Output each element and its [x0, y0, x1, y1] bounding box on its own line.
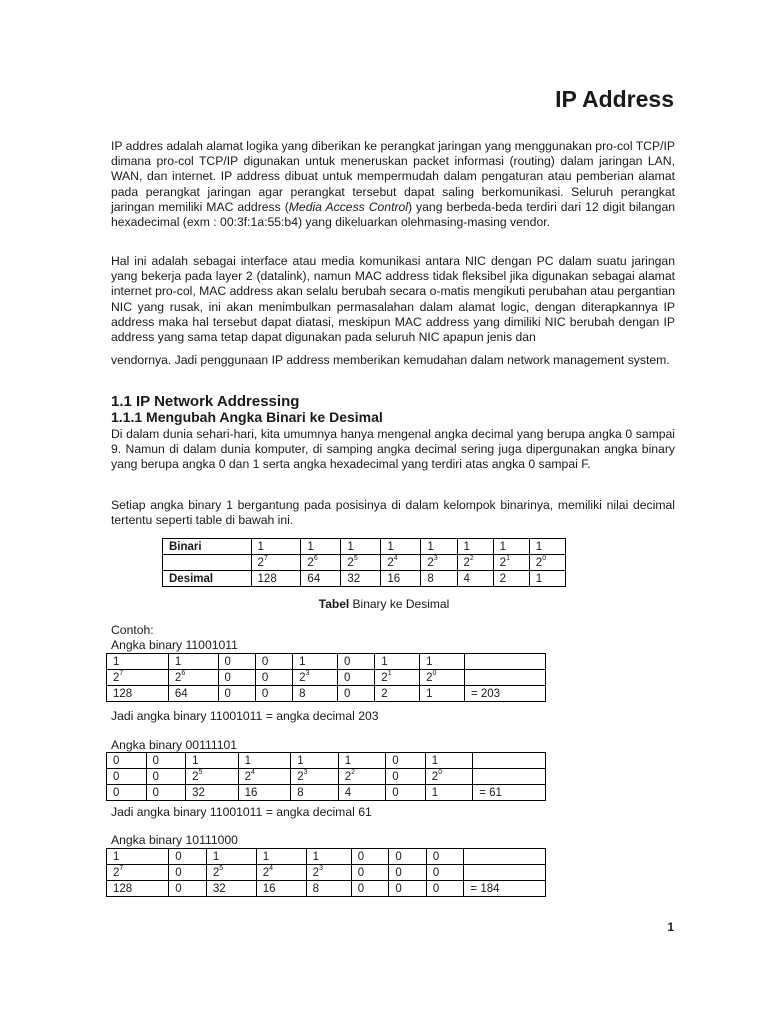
paragraph-mac-address: Hal ini adalah sebagai interface atau media komunikasi antara NIC dengan PC dalam suatu jaringan yang bekerja pada layer 2 (datalink), namun MAC address tidak fleksibel jika digunakan sebagai alamat internet pro-col, MAC address akan selalu berubah secara o-matis mengikuti perubahan atau pergantian NIC yang rusak, ini akan menimbulkan permasalahan dalam alamat logic, dengan diterapkannya IP address maka hal tersebut dapat diatasi, meskipun MAC address yang dimiliki NIC berubah dengan IP address yang sama tetap dapat digunakan pada seluruh NIC apapun jenis dan	[111, 254, 675, 345]
table-cell: 0	[351, 849, 389, 865]
paragraph-decimal-binary: Di dalam dunia sehari-hari, kita umumnya hanya mengenal angka decimal yang berupa angka 0 sampai 9. Namun di dalam dunia komputer, di samping angka decimal sering juga dipergunakan angka binary yang berupa angka 0 dan 1 serta angka hexadecimal yang terdiri atas angka 0 sampai F.	[111, 427, 675, 472]
table-cell: 0	[146, 769, 186, 785]
table-row	[107, 865, 546, 881]
table-cell: 16	[256, 881, 306, 897]
table-cell: 128	[251, 571, 301, 587]
table-cell: 1	[420, 686, 465, 702]
table-cell: 0	[255, 654, 292, 670]
table-cell: 2	[375, 686, 420, 702]
table-row	[107, 654, 546, 670]
table-cell: 1	[457, 539, 493, 555]
table-cell: 1	[375, 654, 420, 670]
table-cell: 1	[529, 539, 565, 555]
table-cell: 0	[351, 865, 389, 881]
table-row	[107, 849, 546, 865]
italic-term: Media Access Control	[288, 199, 409, 214]
table-cell: 0	[337, 654, 374, 670]
table-cell: $2^4$	[256, 865, 306, 881]
table-cell: 0	[218, 686, 255, 702]
table-cell	[464, 849, 546, 865]
example-2-conclusion: Jadi angka binary 11001011 = angka decimal 61	[111, 805, 372, 819]
table-cell: $2^3$	[291, 769, 339, 785]
table-cell: 4	[338, 785, 386, 801]
table-cell: 0	[218, 670, 255, 686]
table-cell: $2^3$	[421, 555, 457, 571]
table-cell: 32	[186, 785, 239, 801]
table-cell: $2^3$	[306, 865, 351, 881]
table-cell: 1	[338, 753, 386, 769]
table-cell: 128	[107, 881, 169, 897]
example-3-table	[106, 848, 546, 897]
table-cell: $2^5$	[341, 555, 381, 571]
table-cell: 4	[457, 571, 493, 587]
table-cell: 1	[529, 571, 565, 587]
table-cell: 0	[146, 753, 186, 769]
table-cell: 0	[255, 670, 292, 686]
table-cell: $2^4$	[381, 555, 421, 571]
table-cell: 1	[186, 753, 239, 769]
example-2-table	[106, 752, 546, 801]
table-cell: 8	[291, 785, 339, 801]
table-cell: = 203	[464, 686, 545, 702]
table-cell: 1	[420, 654, 465, 670]
table-cell: 8	[293, 686, 338, 702]
table-cell: = 61	[473, 785, 546, 801]
table-cell: $2^2$	[338, 769, 386, 785]
paragraph-text: IP addres adalah alamat logika yang diberikan ke perangkat jaringan yang menggunakan pro-col TCP/IP dimana pro-col TCP/IP digunakan untuk meneruskan packet informasi (routing) dalam jaringan LAN, WAN, dan internet. IP address dibuat untuk mempermudah dalam pengaturan atau pemberian alamat pada perangkat jaringan agar perangkat tersebut dapat saling berkomunikasi. Seluruh perangkat jaringan memiliki MAC address (	[111, 139, 675, 214]
table-cell: 8	[306, 881, 351, 897]
table-cell: 1	[381, 539, 421, 555]
table-cell: 0	[386, 769, 426, 785]
table-cell: 1	[291, 753, 339, 769]
table-row	[107, 769, 546, 785]
table-cell: $2^5$	[206, 865, 256, 881]
page-title: IP Address	[555, 86, 674, 112]
table-cell: 1	[425, 785, 473, 801]
table-cell: 0	[386, 753, 426, 769]
table-cell	[464, 670, 545, 686]
example-3-label: Angka binary 10111000	[111, 833, 238, 847]
table-cell: $2^4$	[238, 769, 291, 785]
table-cell: 0	[337, 670, 374, 686]
table-cell: 0	[389, 865, 427, 881]
paragraph-text: ) yang berbeda-beda terdiri dari 12 digit bilangan hexadecimal (exm : 00:3f:1a:55:b4) yang dikeluarkan olehmasing-masing vendor.	[111, 199, 676, 230]
table-cell: 1	[206, 849, 256, 865]
table-cell: 1	[425, 753, 473, 769]
example-1-table	[106, 653, 546, 702]
binary-decimal-table	[162, 538, 566, 587]
table-cell: 64	[301, 571, 341, 587]
table-cell: 0	[351, 881, 389, 897]
table-cell: 0	[386, 785, 426, 801]
table-cell: $2^0$	[529, 555, 565, 571]
table-cell: 1	[341, 539, 381, 555]
table-cell: 0	[337, 686, 374, 702]
heading-binary-to-decimal: 1.1.1 Mengubah Angka Binari ke Desimal	[111, 409, 383, 425]
table-cell: $2^3$	[293, 670, 338, 686]
table-cell: 0	[107, 769, 147, 785]
table-cell: 0	[389, 849, 427, 865]
table-cell: 1	[293, 654, 338, 670]
page-number: 1	[667, 920, 674, 934]
table-cell: 1	[301, 539, 341, 555]
table-cell: = 184	[464, 881, 546, 897]
table-cell: $2^6$	[168, 670, 218, 686]
paragraph-ip-definition	[111, 139, 675, 230]
table-cell: $2^7$	[107, 670, 169, 686]
example-intro: Contoh:	[111, 623, 154, 637]
caption-text: Binary ke Desimal	[349, 597, 450, 611]
table-cell: 16	[238, 785, 291, 801]
table-cell: 0	[255, 686, 292, 702]
table-row	[107, 881, 546, 897]
heading-ip-network-addressing: 1.1 IP Network Addressing	[111, 393, 300, 410]
table-cell: $2^7$	[107, 865, 169, 881]
table-caption	[0, 597, 768, 611]
example-2-label: Angka binary 00111101	[111, 738, 238, 752]
table-cell: $2^0$	[420, 670, 465, 686]
table-cell: 0	[169, 881, 207, 897]
table-cell: 0	[218, 654, 255, 670]
table-cell: 0	[389, 881, 427, 897]
table-cell: $2^1$	[375, 670, 420, 686]
table-cell: 1	[493, 539, 529, 555]
table-cell: 32	[341, 571, 381, 587]
table-cell: 0	[107, 753, 147, 769]
table-cell: 0	[146, 785, 186, 801]
table-cell: 64	[168, 686, 218, 702]
table-cell	[163, 555, 252, 571]
table-cell: 1	[107, 849, 169, 865]
table-cell: 1	[168, 654, 218, 670]
paragraph-vendor: vendornya. Jadi penggunaan IP address memberikan kemudahan dalam network management system.	[111, 353, 670, 367]
table-cell: Binari	[163, 539, 252, 555]
table-row	[107, 686, 546, 702]
table-row	[107, 785, 546, 801]
table-cell: 1	[421, 539, 457, 555]
table-cell: 2	[493, 571, 529, 587]
table-cell: $2^6$	[301, 555, 341, 571]
table-row	[163, 555, 566, 571]
table-cell: 1	[306, 849, 351, 865]
table-row	[107, 670, 546, 686]
table-cell: 1	[251, 539, 301, 555]
table-cell: 1	[107, 654, 169, 670]
table-row	[107, 753, 546, 769]
caption-label: Tabel	[318, 597, 350, 611]
table-cell: $2^7$	[251, 555, 301, 571]
table-cell: 0	[426, 849, 464, 865]
table-cell: 32	[206, 881, 256, 897]
table-cell	[473, 769, 546, 785]
table-cell: 128	[107, 686, 169, 702]
table-row	[163, 571, 566, 587]
example-1-label: Angka binary 11001011	[111, 638, 238, 652]
table-cell: $2^2$	[457, 555, 493, 571]
table-cell: 16	[381, 571, 421, 587]
table-cell: $2^0$	[425, 769, 473, 785]
table-cell: 0	[107, 785, 147, 801]
table-cell: 0	[169, 865, 207, 881]
table-cell: 0	[426, 881, 464, 897]
table-cell	[464, 654, 545, 670]
table-cell: 8	[421, 571, 457, 587]
table-cell: Desimal	[163, 571, 252, 587]
table-cell: 0	[426, 865, 464, 881]
table-cell: 0	[169, 849, 207, 865]
table-cell: 1	[256, 849, 306, 865]
paragraph-binary-position: Setiap angka binary 1 bergantung pada posisinya di dalam kelompok binarinya, memiliki nilai decimal tertentu seperti table di bawah ini.	[111, 498, 675, 528]
example-1-conclusion: Jadi angka binary 11001011 = angka decimal 203	[111, 709, 379, 723]
table-cell	[473, 753, 546, 769]
table-row	[163, 539, 566, 555]
table-cell: $2^1$	[493, 555, 529, 571]
table-cell: 1	[238, 753, 291, 769]
table-cell: $2^5$	[186, 769, 239, 785]
table-cell	[464, 865, 546, 881]
